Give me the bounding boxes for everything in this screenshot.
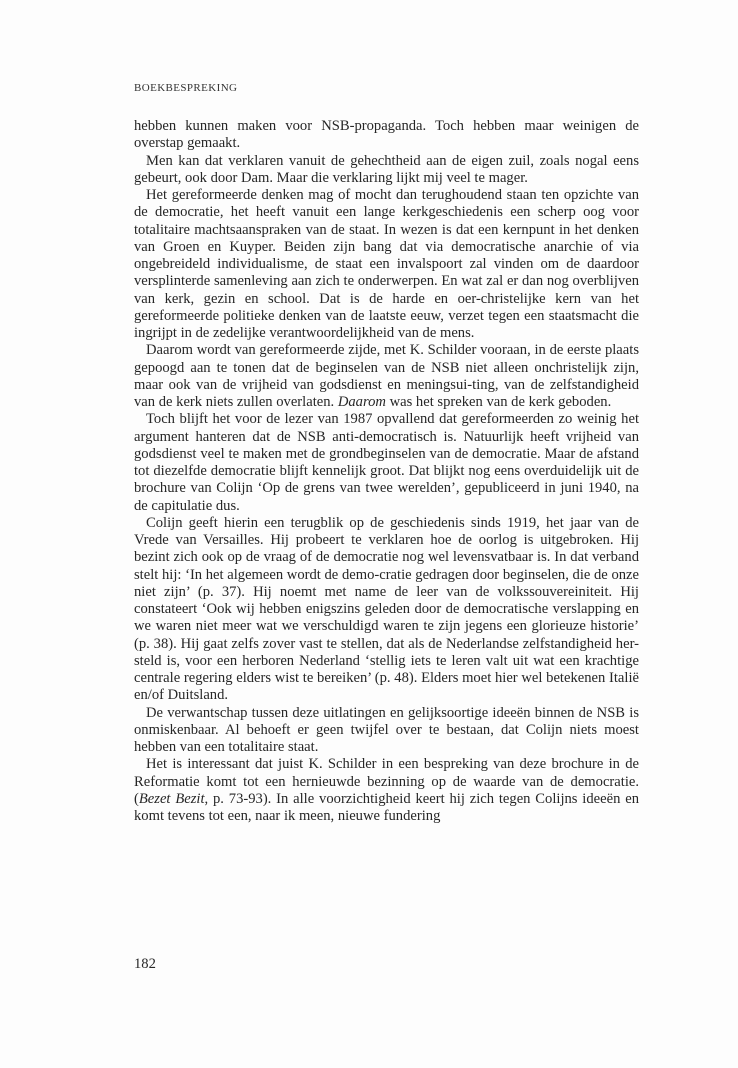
page-number: 182 — [134, 956, 156, 972]
paragraph-8-emphasis: Bezet Bezit — [138, 790, 205, 807]
paragraph-8 — [134, 756, 639, 825]
running-head: BOEKBESPREKING — [134, 82, 238, 94]
paragraph-3: Het gereformeerde denken mag of mocht dan terughoudend staan ten opzichte van de democratie, het heeft vanuit een lange kerkgeschiedenis een scherp oog voor totalitaire machtsaanspraken van de staat. In wezen is dat een kernpunt in het denken van Groen en Kuyper. Beiden zijn bang dat via democratische anarchie of via ongebreideld individualisme, de staat een invalspoort zal vinden om de daardoor versplinterde samenleving aan zich te onderwerpen. En wat zal er dan nog overblijven van kerk, gezin en school. Dat is de harde en oer-christelijke kern van het gereformeerde politieke denken van de laatste eeuw, verzet tegen een staatsmacht die ingrijpt in de zedelijke verantwoordelijkheid van de mens. — [134, 187, 639, 341]
paragraph-5: Toch blijft het voor de lezer van 1987 opvallend dat gereformeerden zo weinig het argument hanteren dat de NSB anti-democratisch is. Natuurlijk heeft vrijheid van godsdienst veel te maken met de grondbeginselen van de democratie. Maar de afstand tot diezelfde democratie blijft kennelijk groot. Dat blijkt nog eens overduidelijk uit de brochure van Colijn ‘Op de grens van twee werelden’, gepubliceerd in juni 1940, na de capitulatie dus. — [134, 411, 639, 514]
paragraph-8-text-b: , p. 73-93). In alle voorzichtigheid keert hij zich tegen Colijns ideeën en komt tevens tot een, naar ik meen, nieuwe fundering — [134, 790, 639, 824]
paragraph-6: Colijn geeft hierin een terugblik op de geschiedenis sinds 1919, het jaar van de Vrede van Versailles. Hij probeert te verklaren hoe de oorlog is uitgebroken. Hij bezint zich ook op de vraag of de democratie nog wel levensvatbaar is. In dat verband stelt hij: ‘In het algemeen wordt de demo-cratie gedragen door beginselen, die de onze niet zijn’ (p. 37). Hij noemt met name de leer van de volkssouvereiniteit. Hij constateert ‘Ook wij hebben enigszins geleden door de democratische verslapping en we waren niet meer wat we verschuldigd waren te zijn jegens een glorieuze historie’ (p. 38). Hij gaat zelfs zover vast te stellen, dat als de Nederlandse zelfstandigheid her-steld is, voor een herboren Nederland ‘stellig iets te leren valt uit wat een krachtige centrale regering elders wist te bereiken’ (p. 48). Elders moet hier wel betekenen Italië en/of Duitsland. — [134, 514, 639, 704]
paragraph-7: De verwantschap tussen deze uitlatingen en gelijksoortige ideeën binnen de NSB is onmiskenbaar. Al behoeft er geen twijfel over te bestaan, dat Colijn niets moest hebben van een totalitaire staat. — [134, 704, 639, 755]
paragraph-4 — [134, 342, 639, 411]
paragraph-4-text-a: Daarom wordt van gereformeerde zijde, met K. Schilder vooraan, in de eerste plaats gepoogd aan te tonen dat de beginselen van de NSB niet alleen onchristelijk zijn, maar ook van de vrijheid van godsdienst en meningsui-ting, van de zelfstandigheid van de kerk niets zullen overlaten. — [134, 342, 639, 410]
paragraph-1: hebben kunnen maken voor NSB-propaganda. Toch hebben maar weinigen de overstap gemaakt. — [134, 118, 639, 152]
paragraph-4-text-b: was het spreken van de kerk geboden. — [385, 394, 612, 410]
paragraph-8-text-a: Het is interessant dat juist K. Schilder in een bespreking van deze brochure in de Reformatie komt tot een hernieuwde bezinning op de waarde van de democratie. ( — [134, 756, 639, 807]
body-text — [134, 118, 639, 825]
paragraph-4-emphasis: Daarom — [337, 394, 386, 410]
paragraph-2: Men kan dat verklaren vanuit de gehechtheid aan de eigen zuil, zoals nogal eens gebeurt, ook door Dam. Maar die verklaring lijkt mij veel te mager. — [134, 152, 639, 186]
